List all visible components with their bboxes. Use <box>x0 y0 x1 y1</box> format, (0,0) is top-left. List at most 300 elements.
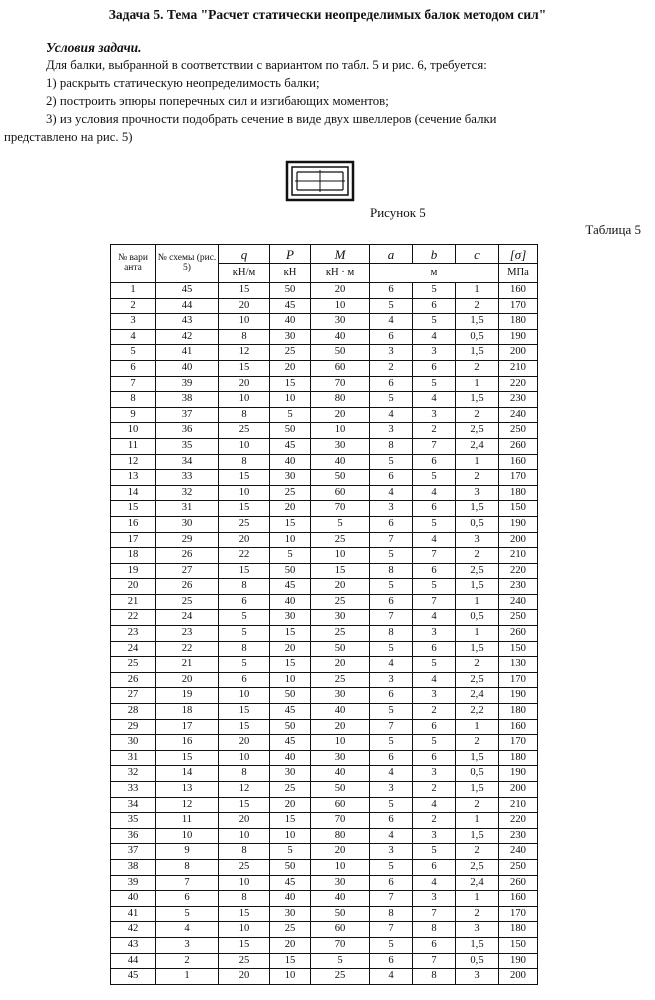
requirement-2: 2) построить эпюры поперечных сил и изгибающих моментов; <box>46 94 389 108</box>
cell-scheme: 25 <box>156 594 219 610</box>
cell-a: 5 <box>370 704 413 720</box>
cell-q: 20 <box>219 969 270 985</box>
cell-c: 2 <box>456 407 499 423</box>
cell-q: 15 <box>219 563 270 579</box>
cell-sigma: 180 <box>499 922 538 938</box>
cell-q: 8 <box>219 579 270 595</box>
table-row <box>111 953 538 969</box>
cell-b: 2 <box>413 423 456 439</box>
unit-q: кН/м <box>219 264 270 283</box>
table-row <box>111 782 538 798</box>
cell-m: 25 <box>311 969 370 985</box>
cell-p: 20 <box>270 937 311 953</box>
cell-sigma: 260 <box>499 875 538 891</box>
cell-c: 2 <box>456 548 499 564</box>
cell-m: 60 <box>311 360 370 376</box>
cell-a: 7 <box>370 891 413 907</box>
cell-scheme: 32 <box>156 485 219 501</box>
cell-scheme: 44 <box>156 298 219 314</box>
cell-a: 7 <box>370 922 413 938</box>
cell-m: 30 <box>311 438 370 454</box>
cell-scheme: 17 <box>156 719 219 735</box>
header-a: a <box>370 245 413 264</box>
cell-variant: 5 <box>111 345 156 361</box>
cell-scheme: 2 <box>156 953 219 969</box>
table-row <box>111 704 538 720</box>
cell-c: 2 <box>456 298 499 314</box>
cell-variant: 3 <box>111 314 156 330</box>
cell-q: 10 <box>219 392 270 408</box>
cell-a: 4 <box>370 407 413 423</box>
cell-q: 8 <box>219 329 270 345</box>
cell-c: 0,5 <box>456 766 499 782</box>
cell-q: 22 <box>219 548 270 564</box>
cell-m: 25 <box>311 626 370 642</box>
cell-a: 3 <box>370 501 413 517</box>
cell-q: 15 <box>219 360 270 376</box>
cell-a: 3 <box>370 345 413 361</box>
cell-q: 15 <box>219 283 270 299</box>
figure-caption: Рисунок 5 <box>370 205 426 220</box>
cell-m: 20 <box>311 844 370 860</box>
cell-b: 6 <box>413 937 456 953</box>
cell-m: 40 <box>311 704 370 720</box>
table-row <box>111 376 538 392</box>
cell-q: 5 <box>219 657 270 673</box>
cell-variant: 25 <box>111 657 156 673</box>
table-row <box>111 906 538 922</box>
cell-c: 2,2 <box>456 704 499 720</box>
cell-scheme: 42 <box>156 329 219 345</box>
cell-q: 6 <box>219 594 270 610</box>
cell-a: 5 <box>370 454 413 470</box>
cell-p: 30 <box>270 906 311 922</box>
unit-m: кН · м <box>311 264 370 283</box>
cell-p: 15 <box>270 376 311 392</box>
cell-q: 10 <box>219 688 270 704</box>
cell-variant: 16 <box>111 516 156 532</box>
cell-scheme: 43 <box>156 314 219 330</box>
cell-a: 4 <box>370 766 413 782</box>
cell-a: 6 <box>370 875 413 891</box>
cell-p: 45 <box>270 875 311 891</box>
cell-b: 3 <box>413 828 456 844</box>
table-row <box>111 610 538 626</box>
cell-q: 20 <box>219 735 270 751</box>
cell-c: 1,5 <box>456 750 499 766</box>
cell-scheme: 31 <box>156 501 219 517</box>
cell-m: 40 <box>311 891 370 907</box>
cell-m: 40 <box>311 454 370 470</box>
cell-variant: 44 <box>111 953 156 969</box>
cell-sigma: 230 <box>499 392 538 408</box>
cell-variant: 14 <box>111 485 156 501</box>
cell-b: 8 <box>413 922 456 938</box>
cell-variant: 13 <box>111 470 156 486</box>
cell-a: 8 <box>370 563 413 579</box>
table-row <box>111 407 538 423</box>
cell-m: 30 <box>311 688 370 704</box>
cell-p: 20 <box>270 501 311 517</box>
table-row <box>111 438 538 454</box>
cell-variant: 19 <box>111 563 156 579</box>
cell-a: 4 <box>370 657 413 673</box>
cell-q: 5 <box>219 610 270 626</box>
cell-a: 3 <box>370 672 413 688</box>
cell-b: 6 <box>413 360 456 376</box>
cell-m: 10 <box>311 548 370 564</box>
cell-scheme: 3 <box>156 937 219 953</box>
cell-sigma: 170 <box>499 470 538 486</box>
cell-c: 2 <box>456 657 499 673</box>
cell-c: 1 <box>456 454 499 470</box>
cell-c: 2 <box>456 906 499 922</box>
cell-c: 2,5 <box>456 859 499 875</box>
table-row <box>111 485 538 501</box>
channel-section-figure <box>285 160 355 202</box>
cell-sigma: 210 <box>499 797 538 813</box>
cell-m: 20 <box>311 719 370 735</box>
cell-m: 25 <box>311 532 370 548</box>
cell-q: 10 <box>219 875 270 891</box>
cell-scheme: 36 <box>156 423 219 439</box>
cell-p: 25 <box>270 485 311 501</box>
cell-b: 3 <box>413 891 456 907</box>
cell-scheme: 15 <box>156 750 219 766</box>
cell-variant: 17 <box>111 532 156 548</box>
cell-variant: 38 <box>111 859 156 875</box>
table-body <box>111 283 538 985</box>
cell-p: 5 <box>270 548 311 564</box>
cell-p: 10 <box>270 828 311 844</box>
cell-scheme: 22 <box>156 641 219 657</box>
cell-q: 25 <box>219 953 270 969</box>
cell-b: 3 <box>413 766 456 782</box>
cell-variant: 31 <box>111 750 156 766</box>
variants-table <box>110 244 538 985</box>
cell-b: 3 <box>413 626 456 642</box>
cell-a: 6 <box>370 470 413 486</box>
cell-a: 4 <box>370 969 413 985</box>
cell-c: 3 <box>456 532 499 548</box>
cell-scheme: 39 <box>156 376 219 392</box>
cell-p: 25 <box>270 782 311 798</box>
cell-q: 8 <box>219 891 270 907</box>
table-row <box>111 641 538 657</box>
cell-a: 6 <box>370 283 413 299</box>
cell-p: 15 <box>270 516 311 532</box>
cell-scheme: 26 <box>156 548 219 564</box>
cell-b: 7 <box>413 906 456 922</box>
cell-p: 45 <box>270 735 311 751</box>
cell-q: 10 <box>219 922 270 938</box>
cell-c: 2 <box>456 360 499 376</box>
cell-scheme: 13 <box>156 782 219 798</box>
cell-a: 8 <box>370 906 413 922</box>
cell-variant: 18 <box>111 548 156 564</box>
cell-m: 15 <box>311 563 370 579</box>
cell-b: 5 <box>413 470 456 486</box>
header-m: M <box>311 245 370 264</box>
cell-variant: 7 <box>111 376 156 392</box>
cell-variant: 21 <box>111 594 156 610</box>
cell-b: 4 <box>413 672 456 688</box>
cell-q: 12 <box>219 345 270 361</box>
cell-a: 6 <box>370 813 413 829</box>
cell-c: 1,5 <box>456 501 499 517</box>
cell-sigma: 250 <box>499 423 538 439</box>
cell-b: 4 <box>413 610 456 626</box>
cell-scheme: 9 <box>156 844 219 860</box>
cell-variant: 30 <box>111 735 156 751</box>
cell-sigma: 200 <box>499 532 538 548</box>
cell-c: 2,4 <box>456 875 499 891</box>
cell-m: 25 <box>311 672 370 688</box>
cell-q: 8 <box>219 766 270 782</box>
cell-variant: 32 <box>111 766 156 782</box>
cell-sigma: 170 <box>499 735 538 751</box>
cell-c: 1,5 <box>456 345 499 361</box>
table-row <box>111 423 538 439</box>
cell-p: 50 <box>270 283 311 299</box>
cell-variant: 41 <box>111 906 156 922</box>
cell-q: 15 <box>219 906 270 922</box>
cell-scheme: 18 <box>156 704 219 720</box>
cell-variant: 15 <box>111 501 156 517</box>
cell-c: 1,5 <box>456 828 499 844</box>
cell-c: 1 <box>456 813 499 829</box>
cell-sigma: 160 <box>499 454 538 470</box>
requirement-1: 1) раскрыть статическую неопределимость балки; <box>46 76 320 90</box>
cell-sigma: 180 <box>499 485 538 501</box>
cell-sigma: 180 <box>499 314 538 330</box>
cell-variant: 27 <box>111 688 156 704</box>
cell-sigma: 250 <box>499 610 538 626</box>
cell-b: 4 <box>413 392 456 408</box>
cell-a: 5 <box>370 548 413 564</box>
cell-m: 10 <box>311 735 370 751</box>
cell-variant: 2 <box>111 298 156 314</box>
cell-scheme: 27 <box>156 563 219 579</box>
cell-sigma: 240 <box>499 594 538 610</box>
cell-a: 5 <box>370 797 413 813</box>
cell-p: 25 <box>270 922 311 938</box>
cell-variant: 35 <box>111 813 156 829</box>
conditions-heading: Условия задачи. <box>46 40 142 55</box>
cell-scheme: 7 <box>156 875 219 891</box>
cell-a: 6 <box>370 594 413 610</box>
table-row <box>111 688 538 704</box>
cell-a: 7 <box>370 532 413 548</box>
cell-b: 6 <box>413 563 456 579</box>
cell-c: 1,5 <box>456 392 499 408</box>
cell-c: 0,5 <box>456 329 499 345</box>
cell-variant: 36 <box>111 828 156 844</box>
cell-p: 15 <box>270 626 311 642</box>
table-row <box>111 501 538 517</box>
header-scheme: № схемы (рис. 5) <box>156 245 219 283</box>
table-row <box>111 626 538 642</box>
table-row <box>111 735 538 751</box>
table-row <box>111 922 538 938</box>
cell-scheme: 5 <box>156 906 219 922</box>
cell-a: 6 <box>370 376 413 392</box>
cell-b: 5 <box>413 516 456 532</box>
cell-sigma: 190 <box>499 516 538 532</box>
cell-p: 45 <box>270 704 311 720</box>
cell-q: 12 <box>219 782 270 798</box>
cell-sigma: 260 <box>499 626 538 642</box>
cell-q: 15 <box>219 937 270 953</box>
cell-c: 2 <box>456 470 499 486</box>
cell-b: 5 <box>413 657 456 673</box>
cell-m: 20 <box>311 579 370 595</box>
table-row <box>111 532 538 548</box>
cell-c: 1,5 <box>456 314 499 330</box>
cell-a: 7 <box>370 610 413 626</box>
cell-q: 15 <box>219 704 270 720</box>
cell-variant: 9 <box>111 407 156 423</box>
cell-p: 30 <box>270 470 311 486</box>
cell-b: 4 <box>413 875 456 891</box>
cell-sigma: 220 <box>499 563 538 579</box>
cell-sigma: 190 <box>499 766 538 782</box>
cell-p: 10 <box>270 532 311 548</box>
cell-sigma: 160 <box>499 891 538 907</box>
cell-variant: 40 <box>111 891 156 907</box>
unit-sigma: МПа <box>499 264 538 283</box>
cell-m: 70 <box>311 501 370 517</box>
cell-b: 6 <box>413 501 456 517</box>
cell-m: 50 <box>311 782 370 798</box>
cell-b: 7 <box>413 438 456 454</box>
cell-p: 10 <box>270 392 311 408</box>
cell-sigma: 150 <box>499 501 538 517</box>
cell-variant: 37 <box>111 844 156 860</box>
cell-b: 4 <box>413 329 456 345</box>
cell-sigma: 200 <box>499 782 538 798</box>
cell-m: 50 <box>311 641 370 657</box>
cell-m: 30 <box>311 610 370 626</box>
cell-a: 5 <box>370 937 413 953</box>
cell-b: 6 <box>413 454 456 470</box>
table-row <box>111 345 538 361</box>
cell-variant: 6 <box>111 360 156 376</box>
cell-scheme: 1 <box>156 969 219 985</box>
cell-scheme: 24 <box>156 610 219 626</box>
cell-m: 30 <box>311 750 370 766</box>
header-variant: № вари анта <box>111 245 156 283</box>
cell-sigma: 190 <box>499 953 538 969</box>
table-row <box>111 875 538 891</box>
cell-p: 15 <box>270 813 311 829</box>
cell-q: 25 <box>219 516 270 532</box>
header-sigma: [σ] <box>499 245 538 264</box>
cell-sigma: 150 <box>499 641 538 657</box>
cell-p: 40 <box>270 891 311 907</box>
cell-sigma: 230 <box>499 828 538 844</box>
cell-sigma: 130 <box>499 657 538 673</box>
cell-scheme: 11 <box>156 813 219 829</box>
cell-a: 7 <box>370 719 413 735</box>
cell-sigma: 190 <box>499 329 538 345</box>
cell-sigma: 240 <box>499 844 538 860</box>
cell-q: 20 <box>219 376 270 392</box>
cell-c: 1,5 <box>456 937 499 953</box>
cell-sigma: 170 <box>499 298 538 314</box>
cell-sigma: 170 <box>499 672 538 688</box>
table-row <box>111 766 538 782</box>
cell-c: 0,5 <box>456 953 499 969</box>
table-row <box>111 360 538 376</box>
cell-b: 7 <box>413 953 456 969</box>
cell-sigma: 210 <box>499 548 538 564</box>
cell-a: 4 <box>370 828 413 844</box>
cell-b: 5 <box>413 579 456 595</box>
cell-sigma: 190 <box>499 688 538 704</box>
table-row <box>111 828 538 844</box>
cell-m: 30 <box>311 875 370 891</box>
cell-scheme: 29 <box>156 532 219 548</box>
cell-p: 50 <box>270 719 311 735</box>
cell-m: 10 <box>311 423 370 439</box>
unit-abc: м <box>370 264 499 283</box>
cell-m: 20 <box>311 283 370 299</box>
cell-c: 0,5 <box>456 516 499 532</box>
cell-b: 3 <box>413 407 456 423</box>
cell-a: 6 <box>370 688 413 704</box>
cell-variant: 23 <box>111 626 156 642</box>
table-row <box>111 969 538 985</box>
cell-p: 5 <box>270 407 311 423</box>
cell-a: 3 <box>370 844 413 860</box>
cell-c: 3 <box>456 922 499 938</box>
table-row <box>111 298 538 314</box>
table-row <box>111 548 538 564</box>
cell-p: 30 <box>270 766 311 782</box>
table-row <box>111 329 538 345</box>
cell-m: 5 <box>311 516 370 532</box>
cell-p: 10 <box>270 672 311 688</box>
cell-m: 60 <box>311 797 370 813</box>
cell-scheme: 37 <box>156 407 219 423</box>
cell-q: 20 <box>219 298 270 314</box>
cell-a: 5 <box>370 641 413 657</box>
cell-b: 4 <box>413 532 456 548</box>
cell-q: 10 <box>219 438 270 454</box>
cell-b: 5 <box>413 314 456 330</box>
cell-p: 15 <box>270 657 311 673</box>
cell-variant: 28 <box>111 704 156 720</box>
cell-variant: 20 <box>111 579 156 595</box>
cell-variant: 1 <box>111 283 156 299</box>
cell-variant: 12 <box>111 454 156 470</box>
cell-a: 8 <box>370 438 413 454</box>
cell-b: 5 <box>413 283 456 299</box>
cell-p: 30 <box>270 329 311 345</box>
cell-m: 20 <box>311 657 370 673</box>
table-row <box>111 937 538 953</box>
cell-c: 2 <box>456 844 499 860</box>
cell-q: 25 <box>219 423 270 439</box>
cell-c: 2,5 <box>456 672 499 688</box>
cell-variant: 22 <box>111 610 156 626</box>
cell-variant: 34 <box>111 797 156 813</box>
cell-m: 10 <box>311 298 370 314</box>
task-title: Задача 5. Тема "Расчет статически неопределимых балок методом сил" <box>108 7 547 22</box>
cell-sigma: 230 <box>499 579 538 595</box>
cell-p: 40 <box>270 594 311 610</box>
